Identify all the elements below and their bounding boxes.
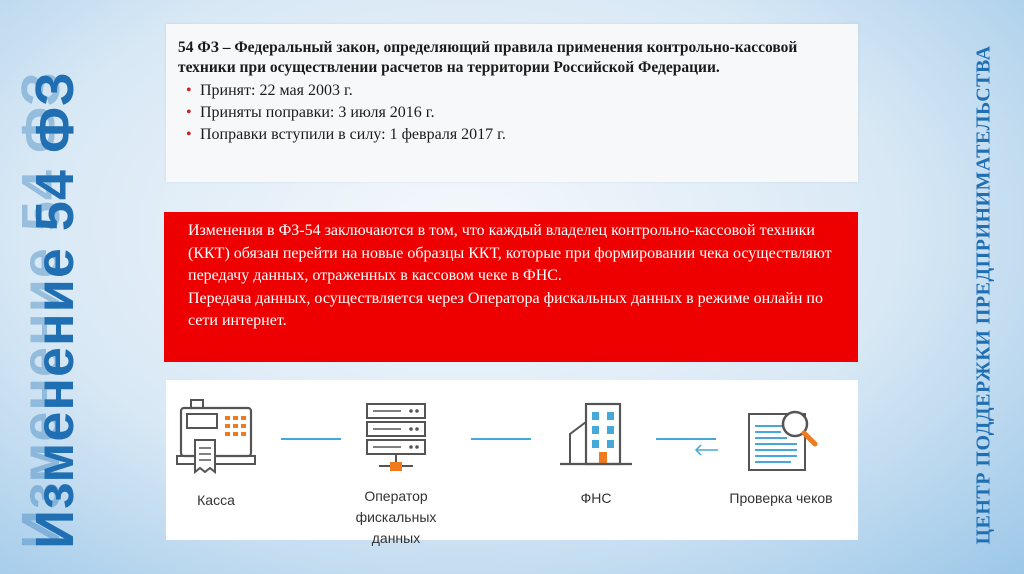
flow-step-label: ФНС xyxy=(580,490,612,506)
bullet-dot-icon: • xyxy=(186,82,192,99)
law-intro: 54 ФЗ – Федеральный закон, определяющий правила применения контрольно-кассовой техники при осуществлении расчетов на территории Российской Федерации. xyxy=(178,39,798,76)
building-icon xyxy=(556,398,636,474)
flow-connector xyxy=(471,438,531,440)
side-title-area xyxy=(0,0,110,574)
server-icon xyxy=(361,402,431,474)
side-title: Изменение 54 ФЗ xyxy=(25,71,85,549)
list-item: • Принят: 22 мая 2003 г. xyxy=(186,80,844,102)
flow-diagram xyxy=(166,380,858,546)
list-item: • Приняты поправки: 3 июля 2016 г. xyxy=(186,102,844,124)
flow-step-kassa xyxy=(166,396,266,511)
flow-step-label: Касса xyxy=(197,492,235,508)
bullet-dot-icon: • xyxy=(186,126,192,143)
right-title-area xyxy=(944,0,1024,574)
transfer-paragraph: Передача данных, осуществляется через Оператора фискальных данных в режиме онлайн по сети интернет. xyxy=(188,289,823,329)
law-info-panel xyxy=(166,24,858,182)
right-title: ЦЕНТР ПОДДЕРЖКИ ПРЕДПРИНИМАТЕЛЬСТВА xyxy=(972,45,995,545)
flow-step-check xyxy=(711,404,851,509)
list-item: • Поправки вступили в силу: 1 февраля 2017 г. xyxy=(186,124,844,146)
cash-register-icon xyxy=(173,396,259,476)
flow-step-label: Оператор фискальных данных xyxy=(355,488,437,546)
flow-step-operator xyxy=(331,402,461,549)
bullet-dot-icon: • xyxy=(186,104,192,121)
document-magnifier-icon xyxy=(741,404,821,476)
flow-connector xyxy=(656,438,716,440)
changes-panel xyxy=(164,212,858,362)
flow-step-label: Проверка чеков xyxy=(729,490,833,506)
changes-paragraph: Изменения в ФЗ-54 заключаются в том, что каждый владелец контрольно-кассовой техники (ККТ) обязан перейти на новые образцы ККТ, которые при формировании чека осуществляют передачу данных, отраженных в кассовом чеке в ФНС. xyxy=(188,222,832,284)
flow-step-fns xyxy=(546,398,646,509)
law-dates-list xyxy=(178,80,844,146)
